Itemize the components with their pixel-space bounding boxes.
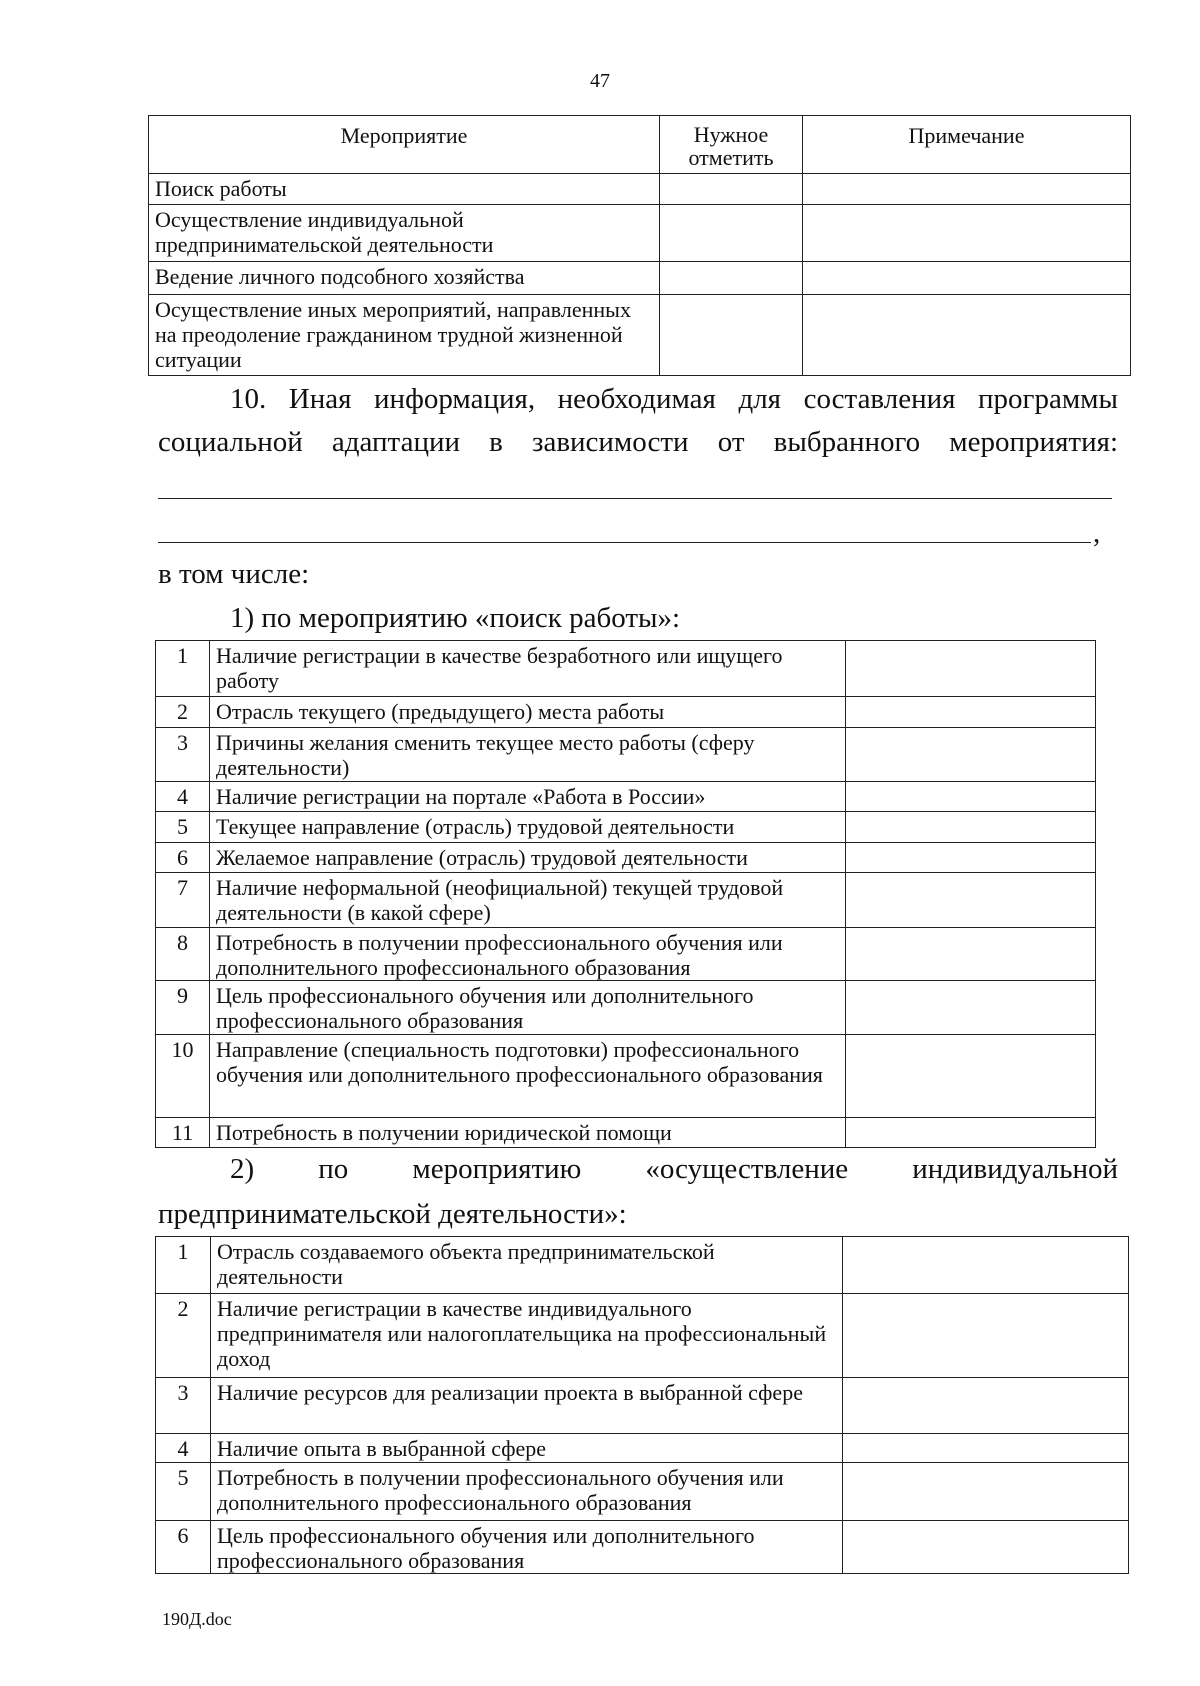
table-row bbox=[156, 697, 1096, 728]
activities-table bbox=[148, 115, 1131, 376]
row-number: 2 bbox=[156, 1294, 211, 1378]
note-cell[interactable] bbox=[803, 205, 1131, 262]
row-text: Потребность в получении профессионального обучения или дополнительного профессионального образования bbox=[211, 1463, 843, 1521]
answer-cell[interactable] bbox=[846, 843, 1096, 873]
row-text: Цель профессионального обучения или дополнительного профессионального образования bbox=[211, 1521, 843, 1574]
table-row bbox=[156, 782, 1096, 812]
answer-cell[interactable] bbox=[846, 641, 1096, 697]
table-row bbox=[156, 1521, 1129, 1574]
answer-cell[interactable] bbox=[846, 697, 1096, 728]
table-row bbox=[156, 1434, 1129, 1463]
table-row bbox=[156, 728, 1096, 782]
blank-line-1[interactable] bbox=[158, 498, 1112, 499]
row-text: Направление (специальность подготовки) профессионального обучения или дополнительного профессионального образования bbox=[210, 1035, 846, 1118]
footer-filename: 190Д.doc bbox=[162, 1609, 232, 1629]
table-row bbox=[149, 174, 1131, 205]
including-label: в том числе: bbox=[158, 558, 310, 590]
row-number: 7 bbox=[156, 873, 210, 928]
section-10-heading-line-2: социальной адаптации в зависимости от выбранного мероприятия: bbox=[158, 426, 1118, 458]
row-text: Наличие опыта в выбранной сфере bbox=[211, 1434, 843, 1463]
trailing-comma: , bbox=[1093, 517, 1101, 549]
job-search-table bbox=[155, 640, 1096, 1148]
row-number: 3 bbox=[156, 728, 210, 782]
answer-cell[interactable] bbox=[846, 873, 1096, 928]
subsection-2-heading-line-2: предпринимательской деятельности»: bbox=[158, 1198, 627, 1230]
table-row bbox=[149, 205, 1131, 262]
row-text: Отрасль текущего (предыдущего) места работы bbox=[210, 697, 846, 728]
row-number: 6 bbox=[156, 1521, 211, 1574]
row-number: 5 bbox=[156, 1463, 211, 1521]
answer-cell[interactable] bbox=[846, 728, 1096, 782]
row-text: Текущее направление (отрасль) трудовой деятельности bbox=[210, 812, 846, 843]
table-row bbox=[156, 1463, 1129, 1521]
row-number: 8 bbox=[156, 928, 210, 981]
subsection-1-heading: 1) по мероприятию «поиск работы»: bbox=[230, 602, 681, 634]
row-text: Наличие регистрации в качестве индивидуального предпринимателя или налогоплательщика на профессиональный доход bbox=[211, 1294, 843, 1378]
table-row bbox=[156, 1378, 1129, 1434]
column-header-activity: Мероприятие bbox=[149, 116, 660, 174]
blank-line-2[interactable] bbox=[158, 542, 1091, 543]
answer-cell[interactable] bbox=[843, 1463, 1129, 1521]
row-text: Наличие регистрации в качестве безработного или ищущего работу bbox=[210, 641, 846, 697]
activity-label: Осуществление иных мероприятий, направленных на преодоление гражданином трудной жизненной ситуации bbox=[149, 295, 660, 376]
section-10-heading-line-1: 10. Иная информация, необходимая для составления программы bbox=[230, 383, 1118, 415]
table-row bbox=[156, 873, 1096, 928]
mark-cell[interactable] bbox=[660, 205, 803, 262]
table-row bbox=[156, 641, 1096, 697]
row-number: 10 bbox=[156, 1035, 210, 1118]
table-row bbox=[149, 262, 1131, 295]
row-text: Наличие неформальной (неофициальной) текущей трудовой деятельности (в какой сфере) bbox=[210, 873, 846, 928]
answer-cell[interactable] bbox=[846, 981, 1096, 1035]
row-text: Потребность в получении профессионального обучения или дополнительного профессионального образования bbox=[210, 928, 846, 981]
table-row bbox=[156, 812, 1096, 843]
activity-label: Поиск работы bbox=[149, 174, 660, 205]
table-row bbox=[156, 843, 1096, 873]
activity-label: Осуществление индивидуальной предпринимательской деятельности bbox=[149, 205, 660, 262]
answer-cell[interactable] bbox=[846, 1035, 1096, 1118]
answer-cell[interactable] bbox=[846, 812, 1096, 843]
column-header-note: Примечание bbox=[803, 116, 1131, 174]
mark-cell[interactable] bbox=[660, 262, 803, 295]
answer-cell[interactable] bbox=[843, 1294, 1129, 1378]
table-row bbox=[149, 295, 1131, 376]
row-text: Потребность в получении юридической помощи bbox=[210, 1118, 846, 1148]
row-number: 9 bbox=[156, 981, 210, 1035]
entrepreneurship-table bbox=[155, 1236, 1129, 1574]
answer-cell[interactable] bbox=[846, 1118, 1096, 1148]
row-number: 6 bbox=[156, 843, 210, 873]
activity-label: Ведение личного подсобного хозяйства bbox=[149, 262, 660, 295]
table-row bbox=[156, 1035, 1096, 1118]
table-row bbox=[156, 928, 1096, 981]
table-row bbox=[156, 981, 1096, 1035]
answer-cell[interactable] bbox=[846, 782, 1096, 812]
column-header-mark: Нужное отметить bbox=[660, 116, 803, 174]
page-number: 47 bbox=[590, 70, 610, 92]
row-text: Наличие ресурсов для реализации проекта в выбранной сфере bbox=[211, 1378, 843, 1434]
mark-cell[interactable] bbox=[660, 295, 803, 376]
row-text: Желаемое направление (отрасль) трудовой деятельности bbox=[210, 843, 846, 873]
row-text: Причины желания сменить текущее место работы (сферу деятельности) bbox=[210, 728, 846, 782]
note-cell[interactable] bbox=[803, 174, 1131, 205]
row-number: 11 bbox=[156, 1118, 210, 1148]
row-number: 3 bbox=[156, 1378, 211, 1434]
row-number: 4 bbox=[156, 1434, 211, 1463]
answer-cell[interactable] bbox=[843, 1521, 1129, 1574]
row-number: 2 bbox=[156, 697, 210, 728]
row-text: Отрасль создаваемого объекта предпринимательской деятельности bbox=[211, 1237, 843, 1294]
row-number: 4 bbox=[156, 782, 210, 812]
answer-cell[interactable] bbox=[843, 1434, 1129, 1463]
row-number: 5 bbox=[156, 812, 210, 843]
note-cell[interactable] bbox=[803, 262, 1131, 295]
subsection-2-heading-line-1: 2) по мероприятию «осуществление индивидуальной bbox=[230, 1153, 1118, 1185]
note-cell[interactable] bbox=[803, 295, 1131, 376]
table-header-row bbox=[149, 116, 1131, 174]
mark-cell[interactable] bbox=[660, 174, 803, 205]
row-number: 1 bbox=[156, 641, 210, 697]
row-number: 1 bbox=[156, 1237, 211, 1294]
answer-cell[interactable] bbox=[843, 1378, 1129, 1434]
table-row bbox=[156, 1294, 1129, 1378]
answer-cell[interactable] bbox=[846, 928, 1096, 981]
table-row bbox=[156, 1237, 1129, 1294]
row-text: Цель профессионального обучения или дополнительного профессионального образования bbox=[210, 981, 846, 1035]
row-text: Наличие регистрации на портале «Работа в России» bbox=[210, 782, 846, 812]
answer-cell[interactable] bbox=[843, 1237, 1129, 1294]
table-row bbox=[156, 1118, 1096, 1148]
